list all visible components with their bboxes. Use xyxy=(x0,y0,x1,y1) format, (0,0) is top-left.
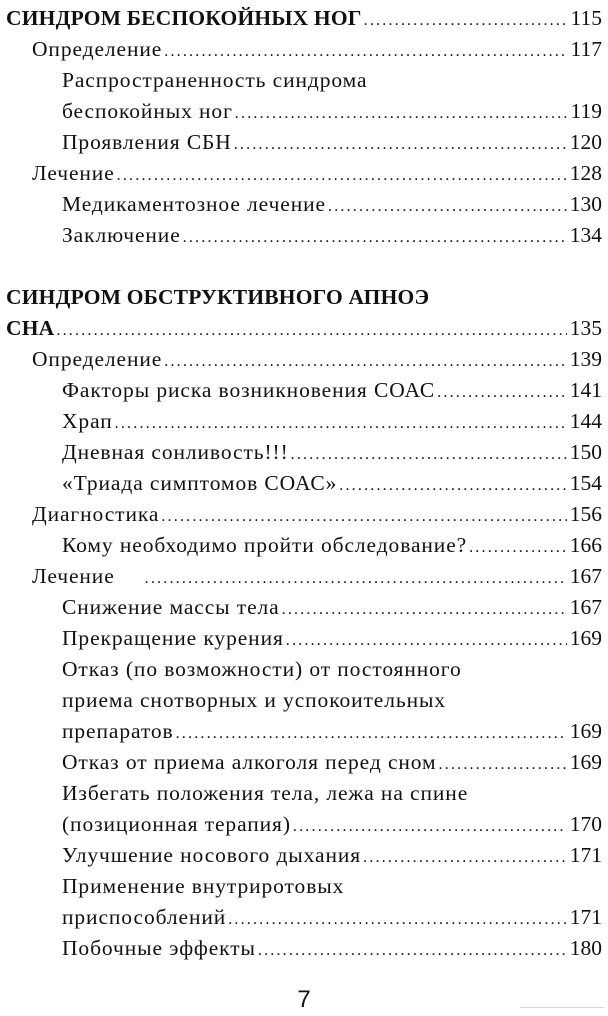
toc-entry-page: 156 xyxy=(569,502,602,526)
dot-leader xyxy=(339,470,566,501)
toc-entry-label: Снижение массы тела xyxy=(62,595,280,619)
toc-entry-label: Распространенность синдрома xyxy=(62,68,368,92)
dot-leader xyxy=(439,749,567,780)
toc-entry-page: 120 xyxy=(569,130,602,154)
dot-leader xyxy=(145,563,567,594)
toc-entry[interactable] xyxy=(6,3,602,34)
dot-leader xyxy=(235,98,568,129)
toc-entry[interactable] xyxy=(32,344,602,375)
toc-entry-page: 170 xyxy=(569,812,602,836)
toc-entry-label: СНА xyxy=(6,316,55,340)
toc-entry-label: Отказ от приема алкоголя перед сном xyxy=(62,750,437,774)
dot-leader xyxy=(469,532,567,563)
toc-entry-label: Улучшение носового дыхания xyxy=(62,843,362,867)
toc-entry-label: Определение xyxy=(32,37,163,61)
dot-leader xyxy=(234,129,567,160)
toc-entry-page: 169 xyxy=(569,626,602,650)
toc-entry[interactable] xyxy=(62,375,602,406)
toc-entry-label: Побочные эффекты xyxy=(62,936,256,960)
toc-entry-page: 169 xyxy=(569,750,602,774)
dot-leader xyxy=(228,904,567,935)
toc-entry[interactable] xyxy=(6,313,602,344)
toc-entry[interactable] xyxy=(62,933,602,964)
toc-entry-label: Факторы риска возникновения СОАС xyxy=(62,378,436,402)
toc-entry[interactable] xyxy=(62,716,602,747)
toc-entry-label: Избегать положения тела, лежа на спине xyxy=(62,781,469,805)
toc-entry[interactable] xyxy=(32,34,602,65)
toc-entry-label: приспособлений xyxy=(62,905,227,929)
toc-entry-label: Применение внутриротовых xyxy=(62,874,345,898)
dot-leader xyxy=(437,377,567,408)
toc-entry-page: 130 xyxy=(569,192,602,216)
toc-entry-label: (позиционная терапия) xyxy=(62,812,291,836)
toc-entry-label: приема снотворных и успокоительных xyxy=(62,688,446,712)
toc-entry-page: 171 xyxy=(569,905,602,929)
toc-entry[interactable] xyxy=(32,561,602,592)
toc-entry-page: 167 xyxy=(569,595,602,619)
toc-entry-page: 167 xyxy=(569,564,602,588)
dot-leader xyxy=(258,935,567,966)
dot-leader xyxy=(176,718,567,749)
toc-entry-label: Заключение xyxy=(62,223,181,247)
dot-leader xyxy=(291,439,567,470)
dot-leader xyxy=(364,5,568,36)
page-number: 7 xyxy=(297,986,311,1013)
dot-leader xyxy=(282,594,567,625)
toc-entry[interactable] xyxy=(62,592,602,623)
dot-leader xyxy=(293,811,567,842)
dot-leader xyxy=(286,625,567,656)
toc-entry-label: Лечение xyxy=(32,161,115,185)
toc-entry-page: 171 xyxy=(569,843,602,867)
toc-entry-label: Отказ (по возможности) от постоянного xyxy=(62,657,462,681)
toc-entry-label: «Триада симптомов СОАС» xyxy=(62,471,338,495)
toc-entry[interactable] xyxy=(6,282,602,313)
toc-entry-label: СИНДРОМ БЕСПОКОЙНЫХ НОГ xyxy=(6,6,362,30)
toc-entry-page: 139 xyxy=(569,347,602,371)
toc-entry[interactable] xyxy=(62,685,602,716)
toc-entry-page: 128 xyxy=(569,161,602,185)
toc-entry[interactable] xyxy=(62,220,602,251)
toc-entry-label: Кому необходимо пройти обследование? xyxy=(62,533,468,557)
toc-entry-label: СИНДРОМ ОБСТРУКТИВНОГО АПНОЭ xyxy=(6,285,430,309)
toc-entry-page: 119 xyxy=(570,99,602,123)
toc-entry[interactable] xyxy=(62,747,602,778)
toc-entry-label: Дневная сонливость!!! xyxy=(62,440,289,464)
page-corner-divider xyxy=(520,1007,604,1014)
dot-leader xyxy=(363,842,567,873)
dot-leader xyxy=(117,160,567,191)
dot-leader xyxy=(164,36,567,67)
dot-leader xyxy=(164,346,567,377)
toc-entry[interactable] xyxy=(32,158,602,189)
toc-entry-label: Медикаментозное лечение xyxy=(62,192,326,216)
toc-entry-page: 134 xyxy=(569,223,602,247)
toc-entry[interactable] xyxy=(62,623,602,654)
toc-entry[interactable] xyxy=(62,96,602,127)
toc-entry[interactable] xyxy=(62,871,602,902)
toc-entry-page: 144 xyxy=(569,409,602,433)
toc-entry-page: 115 xyxy=(570,6,602,30)
toc-entry-label: Диагностика xyxy=(32,502,160,526)
toc-entry-page: 169 xyxy=(569,719,602,743)
toc-entry-label: Храп xyxy=(62,409,113,433)
toc-entry-page: 150 xyxy=(569,440,602,464)
toc-entry-label: Проявления СБН xyxy=(62,130,232,154)
toc-entry-page: 154 xyxy=(569,471,602,495)
toc-entry-label: Прекращение курения xyxy=(62,626,284,650)
toc-entry-page: 180 xyxy=(569,936,602,960)
toc-entry[interactable] xyxy=(62,902,602,933)
toc-entry[interactable] xyxy=(62,654,602,685)
toc-entry[interactable] xyxy=(62,840,602,871)
toc-entry[interactable] xyxy=(62,530,602,561)
toc-entry[interactable] xyxy=(32,499,602,530)
toc-entry[interactable] xyxy=(62,437,602,468)
toc-entry[interactable] xyxy=(62,468,602,499)
toc-entry[interactable] xyxy=(62,809,602,840)
toc-entry[interactable] xyxy=(62,406,602,437)
dot-leader xyxy=(183,222,567,253)
toc-entry[interactable] xyxy=(62,65,602,96)
dot-leader xyxy=(115,408,567,439)
toc-entry-label: Лечение xyxy=(32,564,115,588)
toc-entry-label: беспокойных ног xyxy=(62,99,233,123)
toc-entry-page: 166 xyxy=(569,533,602,557)
dot-leader xyxy=(328,191,567,222)
dot-leader xyxy=(56,315,566,346)
toc-entry[interactable] xyxy=(62,778,602,809)
toc-entry-label: препаратов xyxy=(62,719,174,743)
toc-entry-label: Определение xyxy=(32,347,163,371)
toc-entry-page: 117 xyxy=(570,37,602,61)
toc-entry[interactable] xyxy=(62,189,602,220)
toc-entry[interactable] xyxy=(62,127,602,158)
dot-leader xyxy=(161,501,566,532)
toc-entry-page: 141 xyxy=(569,378,602,402)
toc-entry-page: 135 xyxy=(569,316,602,340)
